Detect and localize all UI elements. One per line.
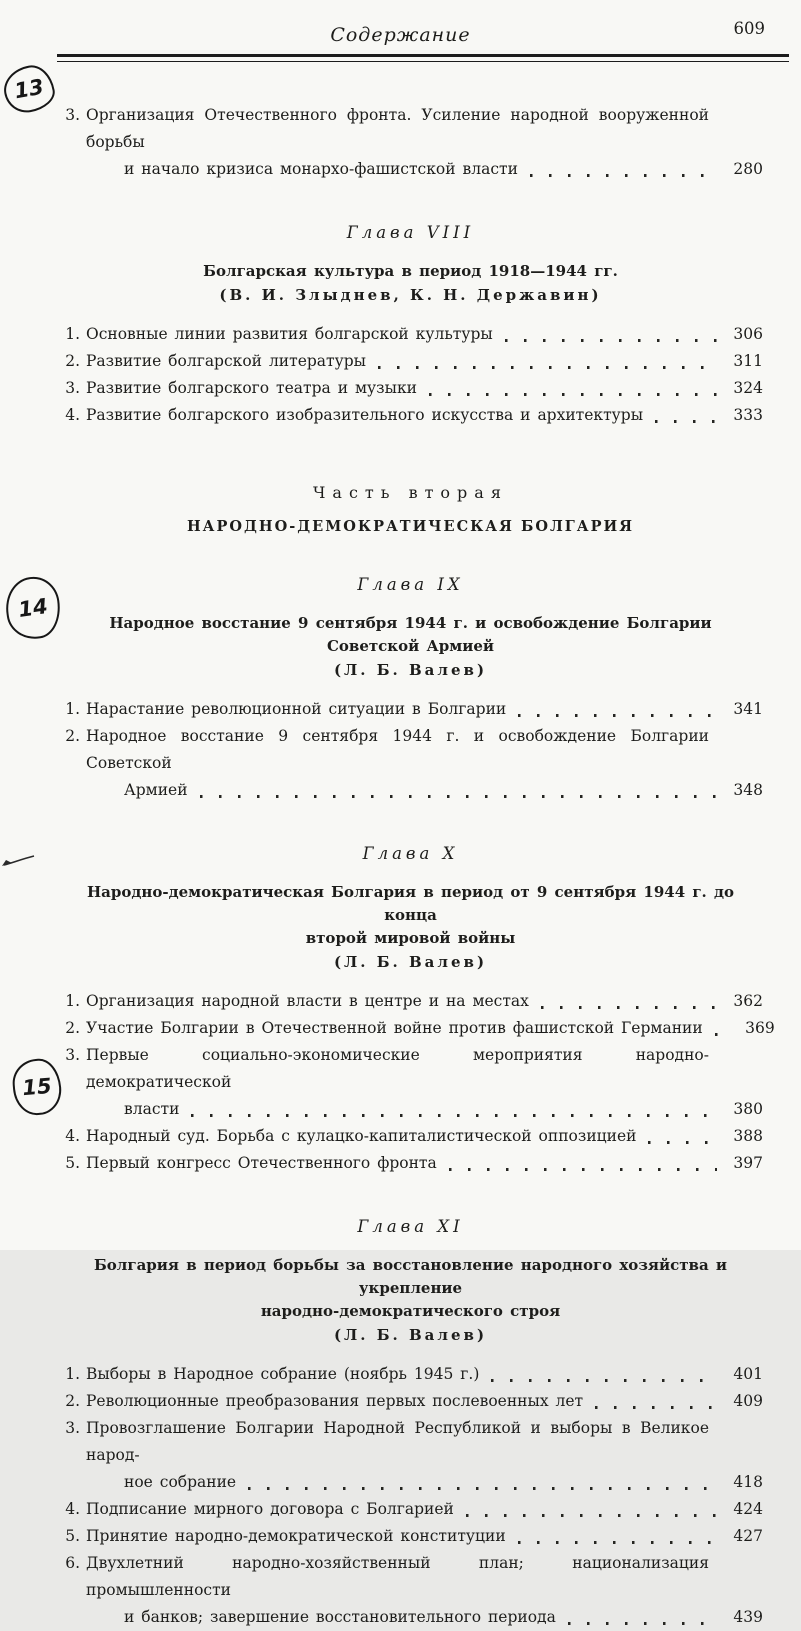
entry-page-number: 397 (733, 1154, 763, 1172)
entry-number: 5. (65, 1154, 80, 1172)
entry-text: ное собрание (124, 1473, 237, 1491)
entry-last-line (86, 1604, 763, 1631)
entry-text: Развитие болгарской литературы (86, 352, 366, 370)
entries-list (58, 988, 775, 1177)
entry-last-line (86, 988, 763, 1015)
entry-number: 3. (65, 1046, 80, 1064)
chapter-authors: (Л. Б. Валев) (333, 1326, 488, 1344)
dot-leader (541, 1006, 717, 1009)
entry-last-line (86, 1496, 763, 1523)
entry-text: Революционные преобразования первых послевоенных лет (86, 1392, 584, 1410)
entry-page-number: 311 (733, 352, 763, 370)
entry-number: 3. (65, 106, 80, 124)
dot-leader (655, 420, 717, 423)
entry-text: Основные линии развития болгарской культуры (86, 325, 493, 343)
dot-leader (568, 1622, 717, 1625)
page-number: 609 (733, 19, 765, 38)
entry-number: 1. (65, 992, 80, 1010)
entry-text-line: Двухлетний народно-хозяйственный план; национализация промышленности (86, 1554, 709, 1599)
entry-text: и банков; завершение восстановительного периода (124, 1608, 556, 1626)
entry-text: Участие Болгарии в Отечественной войне против фашистской Германии (86, 1019, 703, 1037)
dot-leader (595, 1406, 717, 1409)
toc-entry (58, 375, 763, 402)
dot-leader (530, 174, 717, 177)
entry-page-number: 306 (733, 325, 763, 343)
chapter-title-line: народно-демократического строя (260, 1302, 561, 1320)
toc-entry (58, 1388, 763, 1415)
chapter-authors: (Л. Б. Валев) (333, 953, 488, 971)
entry-last-line (86, 1123, 763, 1150)
entry-last-line (86, 375, 763, 402)
chapter-title-line: Болгария в период борьбы за восстановление народного хозяйства и укрепление (93, 1256, 728, 1297)
chapter-label: Глава XI (357, 1217, 464, 1236)
chapter-section (58, 223, 763, 429)
chapter-title-line: Народное восстание 9 сентября 1944 г. и освобождение Болгарии (109, 614, 712, 632)
part-title: НАРОДНО-ДЕМОКРАТИЧЕСКАЯ БОЛГАРИЯ (186, 518, 635, 535)
entry-page-number: 324 (733, 379, 763, 397)
entry-number: 3. (65, 379, 80, 397)
entry-page-number: 369 (745, 1019, 775, 1037)
entry-number: 5. (65, 1527, 80, 1545)
dot-leader (505, 339, 717, 342)
toc-entry (58, 1361, 763, 1388)
chapter-label: Глава IX (357, 575, 464, 594)
entry-page-number: 333 (733, 406, 763, 424)
entries-list (58, 102, 763, 183)
handwritten-margin-note (2, 574, 64, 643)
handwritten-number: 14 (16, 594, 50, 622)
entry-text: Выборы в Народное собрание (ноябрь 1945 г.) (86, 1365, 480, 1383)
table-of-contents (58, 76, 775, 1631)
toc-entry (58, 723, 763, 804)
chapter-title-line: Народно-демократическая Болгария в период от 9 сентября 1944 г. до конца (87, 883, 734, 924)
dot-leader (466, 1514, 717, 1517)
dot-leader (429, 393, 717, 396)
entry-text: Организация народной власти в центре и на местах (86, 992, 529, 1010)
toc-entry (58, 402, 763, 429)
entry-last-line (86, 1150, 763, 1177)
dot-leader (378, 366, 717, 369)
entry-last-line (86, 696, 763, 723)
dot-leader (648, 1141, 717, 1144)
entry-number: 4. (65, 1500, 80, 1518)
entry-page-number: 341 (733, 700, 763, 718)
toc-entry (58, 988, 763, 1015)
toc-entry (58, 1415, 763, 1496)
entry-text: власти (124, 1100, 180, 1118)
toc-entry (58, 348, 763, 375)
entry-last-line (86, 321, 763, 348)
entry-number: 1. (65, 700, 80, 718)
entry-text: Первый конгресс Отечественного фронта (86, 1154, 437, 1172)
entry-text-line: Первые социально-экономические мероприятия народно-демократической (86, 1046, 709, 1091)
entry-number: 2. (65, 1019, 80, 1037)
entry-last-line (86, 1469, 763, 1496)
entry-page-number: 427 (733, 1527, 763, 1545)
handwritten-margin-note (11, 1057, 64, 1117)
entry-page-number: 380 (733, 1100, 763, 1118)
entry-text: Развитие болгарского театра и музыки (86, 379, 417, 397)
dot-leader (518, 714, 717, 717)
entry-last-line (86, 1096, 763, 1123)
toc-entry (58, 1550, 763, 1631)
page-heading: Содержание (330, 24, 471, 46)
entry-number: 6. (65, 1554, 80, 1572)
chapter-authors: (В. И. Злыднев, К. Н. Державин) (219, 286, 602, 304)
entry-number: 4. (65, 1127, 80, 1145)
toc-entry (58, 1150, 763, 1177)
chapter-section (58, 1217, 763, 1631)
chapter-title-line: Советской Армией (326, 637, 495, 655)
entry-text: Армией (124, 781, 188, 799)
dot-leader (449, 1168, 717, 1171)
entry-text-line: Народное восстание 9 сентября 1944 г. и освобождение Болгарии Советской (86, 727, 709, 772)
entry-number: 3. (65, 1419, 80, 1437)
entry-text: Народный суд. Борьба с кулацко-капиталистической оппозицией (86, 1127, 637, 1145)
entry-number: 1. (65, 1365, 80, 1383)
entry-page-number: 388 (733, 1127, 763, 1145)
entry-page-number: 424 (733, 1500, 763, 1518)
dot-leader (491, 1379, 717, 1382)
entry-page-number: 348 (733, 781, 763, 799)
chapter-section (58, 575, 763, 804)
toc-entry (58, 1523, 763, 1550)
entry-page-number: 418 (733, 1473, 763, 1491)
entry-text: Принятие народно-демократической конституции (86, 1527, 506, 1545)
handwritten-number: 13 (12, 74, 46, 104)
entry-text: Нарастание революционной ситуации в Болгарии (86, 700, 507, 718)
entries-list (58, 321, 763, 429)
entry-page-number: 401 (733, 1365, 763, 1383)
entry-last-line (86, 1015, 775, 1042)
handwritten-margin-note (0, 62, 57, 116)
entry-number: 2. (65, 727, 80, 745)
header-rule (57, 54, 789, 62)
entry-last-line (86, 1523, 763, 1550)
dot-leader (200, 795, 717, 798)
entry-text-line: Организация Отечественного фронта. Усиление народной вооруженной борьбы (86, 106, 709, 151)
dot-leader (191, 1114, 717, 1117)
chapter-authors: (Л. Б. Валев) (333, 661, 488, 679)
chapter-label: Глава VIII (346, 223, 475, 242)
part-label: Часть вторая (313, 483, 508, 502)
entry-page-number: 362 (733, 992, 763, 1010)
dot-leader (518, 1541, 717, 1544)
entry-number: 4. (65, 406, 80, 424)
part-divider (58, 483, 763, 535)
entry-last-line (86, 777, 763, 804)
entry-text: и начало кризиса монархо-фашистской власти (124, 160, 518, 178)
entry-text: Развитие болгарского изобразительного искусства и архитектуры (86, 406, 644, 424)
entry-page-number: 280 (733, 160, 763, 178)
entry-last-line (86, 348, 763, 375)
dot-leader (715, 1033, 729, 1036)
entry-number: 2. (65, 1392, 80, 1410)
entry-page-number: 409 (733, 1392, 763, 1410)
entries-list (58, 1361, 763, 1631)
entry-last-line (86, 1388, 763, 1415)
chapter-title-line: Болгарская культура в период 1918—1944 гг. (203, 262, 618, 280)
toc-entry (58, 102, 763, 183)
entry-last-line (86, 1361, 763, 1388)
toc-entry (58, 696, 763, 723)
chapter-title-line: второй мировой войны (305, 929, 516, 947)
toc-entry (58, 321, 763, 348)
dot-leader (248, 1487, 717, 1490)
entry-last-line (86, 402, 763, 429)
entry-page-number: 439 (733, 1608, 763, 1626)
chapter-section (58, 844, 775, 1177)
entry-number: 2. (65, 352, 80, 370)
chapter-label: Глава X (362, 844, 459, 863)
entries-list (58, 696, 763, 804)
toc-entry (58, 1042, 763, 1123)
toc-entry (58, 1496, 763, 1523)
pen-mark-icon (0, 852, 38, 870)
handwritten-number: 15 (21, 1073, 53, 1101)
entry-text: Подписание мирного договора с Болгарией (86, 1500, 454, 1518)
entry-last-line (86, 156, 763, 183)
entry-text-line: Провозглашение Болгарии Народной Республикой и выборы в Великое народ- (86, 1419, 709, 1464)
toc-entry (58, 1015, 775, 1042)
entry-number: 1. (65, 325, 80, 343)
toc-entry (58, 1123, 763, 1150)
toc-section (58, 102, 763, 183)
